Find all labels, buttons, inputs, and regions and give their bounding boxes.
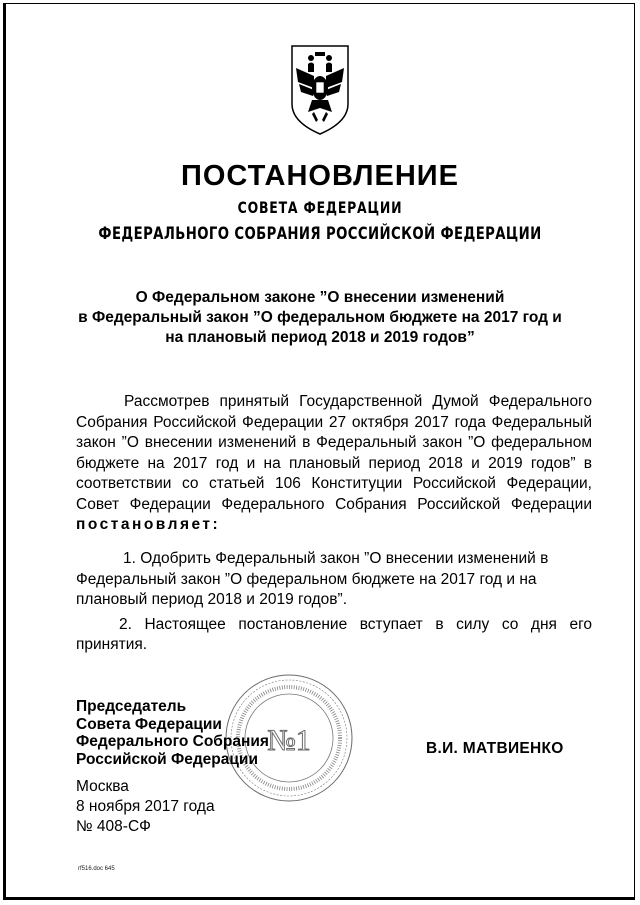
resolution-item-1: 1. Одобрить Федеральный закон ”О внесении изменений в Федеральный закон ”О федеральном бюджете на 2017 год и на плановый период 2018 и 2019 годов”. xyxy=(76,550,549,608)
city: Москва xyxy=(76,778,129,795)
file-reference: rf516.doc 645 xyxy=(78,866,115,872)
heading-line: на плановый период 2018 и 2019 годов” xyxy=(165,329,475,346)
heading-line: в Федеральный закон ”О федеральном бюджете на 2017 год и xyxy=(78,309,562,326)
signatory-position xyxy=(76,698,269,768)
coat-of-arms-emblem xyxy=(286,42,354,138)
document-date: 8 ноября 2017 года xyxy=(76,798,215,815)
position-line: Совета Федерации xyxy=(76,715,222,733)
issuer-line-1: СОВЕТА ФЕДЕРАЦИИ xyxy=(237,198,403,217)
position-line: Председатель xyxy=(76,698,187,715)
heading-line: О Федеральном законе ”О внесении изменений xyxy=(135,289,505,306)
document-number: № 408-СФ xyxy=(76,818,151,835)
items-block xyxy=(76,549,592,656)
decision-word: постановляет: xyxy=(76,516,221,533)
preamble-paragraph xyxy=(76,392,592,536)
preamble-block xyxy=(76,392,592,536)
position-line: Федерального Собрания xyxy=(76,733,269,750)
place-date-number xyxy=(76,777,215,837)
resolution-item-2: 2. Настоящее постановление вступает в силу со дня его принятия. xyxy=(76,615,592,653)
issuer-line-2: ФЕДЕРАЛЬНОГО СОБРАНИЯ РОССИЙСКОЙ ФЕДЕРАЦИИ xyxy=(98,224,542,244)
stamp-number: №1 xyxy=(267,724,311,757)
signatory-name: В.И. МАТВИЕНКО xyxy=(426,740,564,757)
position-line: Российской Федерации xyxy=(76,750,258,768)
document-title: ПОСТАНОВЛЕНИЕ xyxy=(181,160,459,192)
preamble-text: Рассмотрев принятый Государственной Думой Федерального Собрания Российской Федерации 27 октября 2017 года Федеральный закон ”О внесении изменений в Федеральный закон ”О федеральном бюджете на 2017 год и на плановый период 2018 и 2019 годов” в соответствии со статьей 106 Конституции Российской Федерации, Совет Федерации Федерального Собрания Российской Федерации xyxy=(76,393,592,513)
resolution-heading xyxy=(60,288,580,348)
